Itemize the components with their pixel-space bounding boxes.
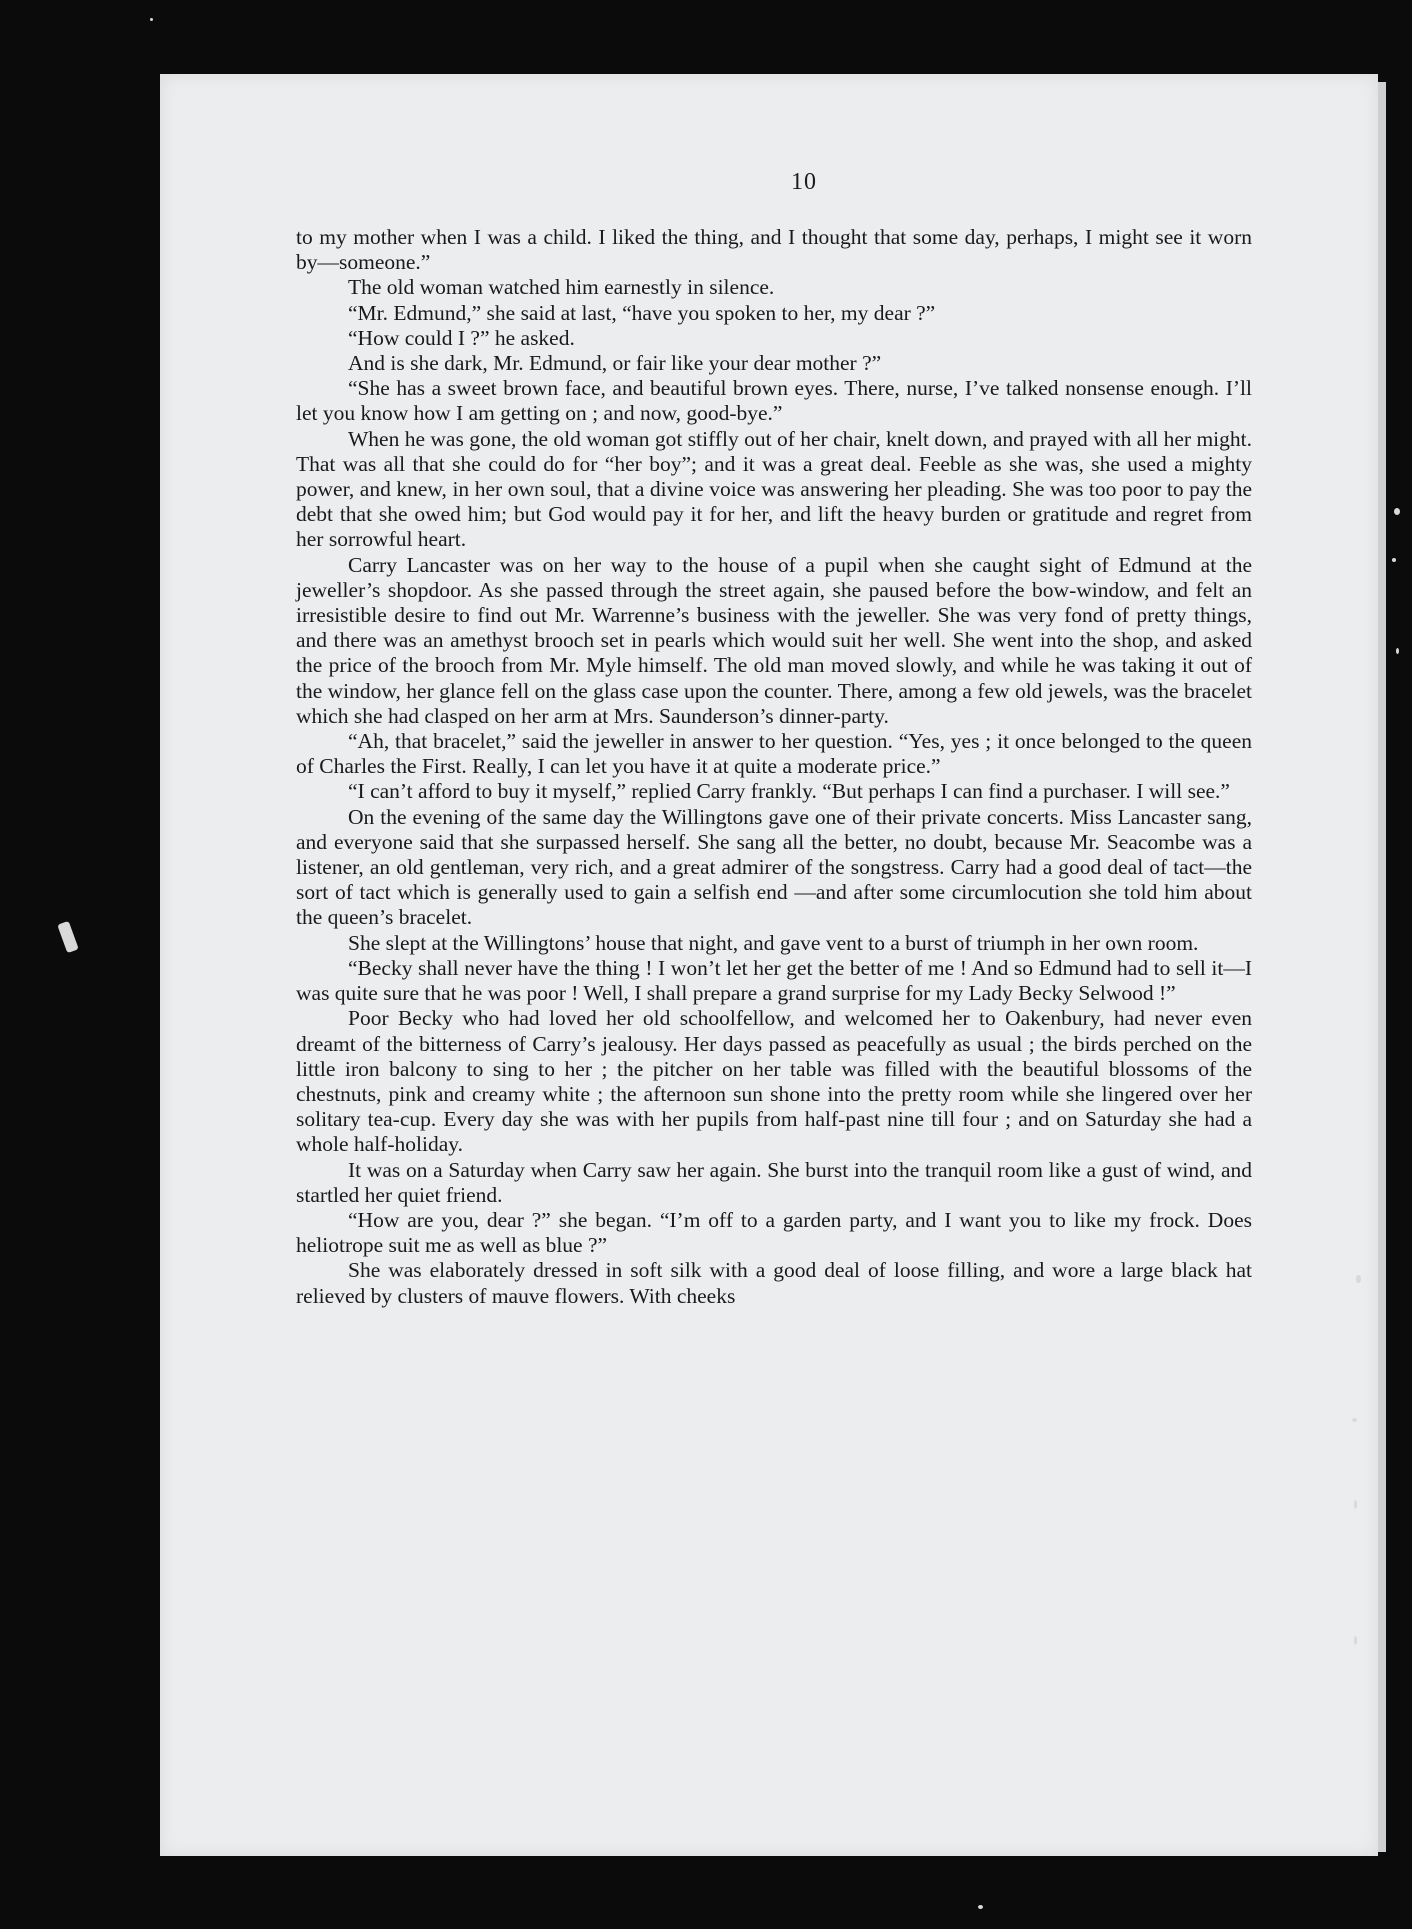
scan-speck [1354,1636,1357,1645]
page-number: 10 [791,169,817,195]
paragraph: Poor Becky who had loved her old schoolfellow, and welcomed her to Oakenbury, had never even dreamt of the bitterness of Carry’s jealousy. Her days passed as peacefully as usual ; the birds perched on the little iron balcony to sing to her ; the pitcher on her table was filled with the beautiful blossoms of the chestnuts, pink and creamy white ; the afternoon sun shone into the pretty room while she lingered over her solitary tea-cup. Every day she was with her pupils from half-past nine till four ; and on Saturday she had a whole half-holiday. [296,1006,1252,1157]
paragraph: She slept at the Willingtons’ house that night, and gave vent to a burst of triumph in her own room. [348,930,1199,955]
page-edge [1378,82,1386,1852]
scan-speck [1394,508,1400,515]
scan-speck [1392,558,1396,562]
scan-speck [978,1905,983,1909]
paragraph: Carry Lancaster was on her way to the house of a pupil when she caught sight of Edmund at the jeweller’s shopdoor. As she passed through the street again, she paused before the bow-window, and felt an irresistible desire to find out Mr. Warrenne’s business with the jeweller. She was very fond of pretty things, and there was an amethyst brooch set in pearls which would suit her well. She went into the shop, and asked the price of the brooch from Mr. Myle himself. The old man moved slowly, and while he was taking it out of the window, her glance fell on the glass case upon the counter. There, among a few old jewels, was the bracelet which she had clasped on her arm at Mrs. Saunderson’s dinner-party. [296,552,1252,728]
scan-speck [150,18,153,21]
paragraph: to my mother when I was a child. I liked the thing, and I thought that some day, perhaps, I might see it worn by—someone.” [296,225,1252,275]
paragraph: The old woman watched him earnestly in silence. [348,275,775,300]
body-text [296,225,1252,1309]
scan-speck [1396,648,1399,654]
scan-speck [57,921,79,953]
scanned-page [160,74,1378,1856]
paragraph: “How could I ?” he asked. [348,325,575,350]
scan-speck [1356,1275,1361,1283]
paragraph: On the evening of the same day the Willingtons gave one of their private concerts. Miss Lancaster sang, and everyone said that she surpassed herself. She sang all the better, no doubt, because Mr. Seacombe was a listener, an old gentleman, very rich, and a great admirer of the songstress. Carry had a good deal of tact—the sort of tact which is generally used to gain a selfish end —and after some circumlocution she told him about the queen’s bracelet. [296,804,1252,930]
paragraph: “Becky shall never have the thing ! I won’t let her get the better of me ! And so Edmund had to sell it—I was quite sure that he was poor ! Well, I shall prepare a grand surprise for my Lady Becky Selwood !” [296,955,1252,1006]
paragraph: And is she dark, Mr. Edmund, or fair like your dear mother ?” [348,351,882,376]
scan-speck [1352,1418,1357,1422]
paragraph: When he was gone, the old woman got stiffly out of her chair, knelt down, and prayed with all her might. That was all that she could do for “her boy”; and it was a great deal. Feeble as she was, she used a mighty power, and knew, in her own soul, that a divine voice was answering her pleading. She was too poor to pay the debt that she owed him; but God would pay it for her, and lift the heavy burden or gratitude and regret from her sorrowful heart. [296,426,1252,552]
paragraph: “She has a sweet brown face, and beautiful brown eyes. There, nurse, I’ve talked nonsense enough. I’ll let you know how I am getting on ; and now, good-bye.” [296,376,1252,426]
paragraph: She was elaborately dressed in soft silk with a good deal of loose filling, and wore a large black hat relieved by clusters of mauve flowers. With cheeks [296,1258,1252,1308]
paragraph: “Mr. Edmund,” she said at last, “have you spoken to her, my dear ?” [348,300,936,325]
paragraph: “How are you, dear ?” she began. “I’m off to a garden party, and I want you to like my frock. Does heliotrope suit me as well as blue ?” [296,1207,1252,1258]
paragraph: It was on a Saturday when Carry saw her again. She burst into the tranquil room like a gust of wind, and startled her quiet friend. [296,1157,1252,1207]
scan-speck [1354,1500,1357,1509]
paragraph: “I can’t afford to buy it myself,” replied Carry frankly. “But perhaps I can find a purchaser. I will see.” [348,779,1230,804]
paragraph: “Ah, that bracelet,” said the jeweller in answer to her question. “Yes, yes ; it once belonged to the queen of Charles the First. Really, I can let you have it at quite a moderate price.” [296,729,1252,779]
